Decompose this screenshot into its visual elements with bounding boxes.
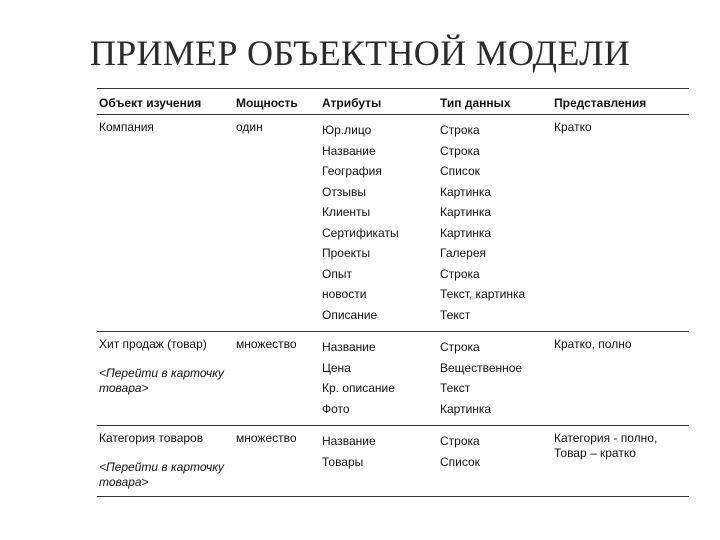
data-type-item: Картинка (440, 225, 492, 240)
cell-object (97, 332, 234, 426)
object-name: Категория товаров (99, 431, 204, 445)
data-type-item: Список (440, 454, 480, 469)
table-header-row (97, 89, 689, 115)
table-row (97, 115, 689, 332)
representation-item: Товар – кратко (554, 446, 636, 460)
data-type-item: Строка (440, 434, 480, 448)
object-model-table (97, 88, 689, 497)
header-capacity: Мощность (236, 96, 298, 110)
object-name: Хит продаж (товар) (99, 337, 207, 351)
attribute-item: Цена (322, 360, 351, 375)
data-type-item: Строка (440, 143, 480, 158)
attribute-item: Описание (322, 307, 378, 322)
product-card-link-text: <Перейти в карточку товара> (99, 366, 224, 395)
cell-data-types (438, 426, 552, 497)
cell-attributes (320, 332, 438, 426)
capacity-value: множество (236, 431, 297, 445)
attribute-item: Отзывы (322, 184, 366, 199)
header-object: Объект изучения (99, 96, 202, 110)
attribute-item: Сертификаты (322, 225, 399, 240)
page-title: ПРИМЕР ОБЪЕКТНОЙ МОДЕЛИ (89, 33, 631, 73)
product-card-link-text: <Перейти в карточку товара> (99, 460, 224, 489)
object-name: Компания (99, 120, 154, 134)
attribute-item: Название (322, 143, 376, 158)
data-type-item: Список (440, 164, 480, 178)
attribute-item: Название (322, 340, 376, 354)
attribute-item: Фото (322, 401, 350, 416)
table-row (97, 332, 689, 426)
header-data-type: Тип данных (440, 96, 511, 110)
attribute-item: Юр.лицо (322, 123, 372, 137)
data-type-item: Вещественное (440, 360, 523, 375)
cell-capacity (234, 332, 320, 426)
attribute-item: Клиенты (322, 205, 371, 219)
data-type-item: Текст (440, 381, 471, 395)
table-row (97, 426, 689, 497)
representation-item: Кратко, полно (554, 337, 632, 351)
cell-attributes (320, 115, 438, 332)
attribute-item: География (322, 164, 382, 178)
attribute-item: новости (322, 287, 367, 301)
cell-representation (552, 426, 689, 497)
cell-representation (552, 115, 689, 332)
object-model-table-container (97, 88, 689, 497)
cell-representation (552, 332, 689, 426)
attribute-item: Проекты (322, 246, 371, 260)
cell-capacity (234, 115, 320, 332)
attribute-item: Товары (322, 454, 364, 469)
representation-item: Категория - полно, (554, 431, 658, 445)
data-type-item: Картинка (440, 401, 492, 416)
table-body (97, 115, 689, 497)
cell-object (97, 426, 234, 497)
cell-data-types (438, 115, 552, 332)
capacity-value: множество (236, 337, 297, 351)
data-type-item: Картинка (440, 205, 492, 219)
header-attributes: Атрибуты (322, 96, 382, 110)
data-type-item: Строка (440, 340, 480, 354)
data-type-item: Текст, картинка (440, 287, 526, 301)
attribute-item: Кр. описание (322, 381, 395, 395)
attribute-item: Название (322, 434, 376, 448)
data-type-item: Строка (440, 123, 480, 137)
capacity-value: один (236, 120, 263, 134)
data-type-item: Галерея (440, 246, 487, 260)
data-type-item: Картинка (440, 184, 492, 199)
data-type-item: Текст (440, 307, 471, 322)
cell-data-types (438, 332, 552, 426)
cell-capacity (234, 426, 320, 497)
cell-object (97, 115, 234, 332)
header-representation: Представления (554, 96, 647, 110)
attribute-item: Опыт (322, 266, 352, 281)
data-type-item: Строка (440, 266, 480, 281)
representation-item: Кратко (554, 120, 592, 134)
cell-attributes (320, 426, 438, 497)
